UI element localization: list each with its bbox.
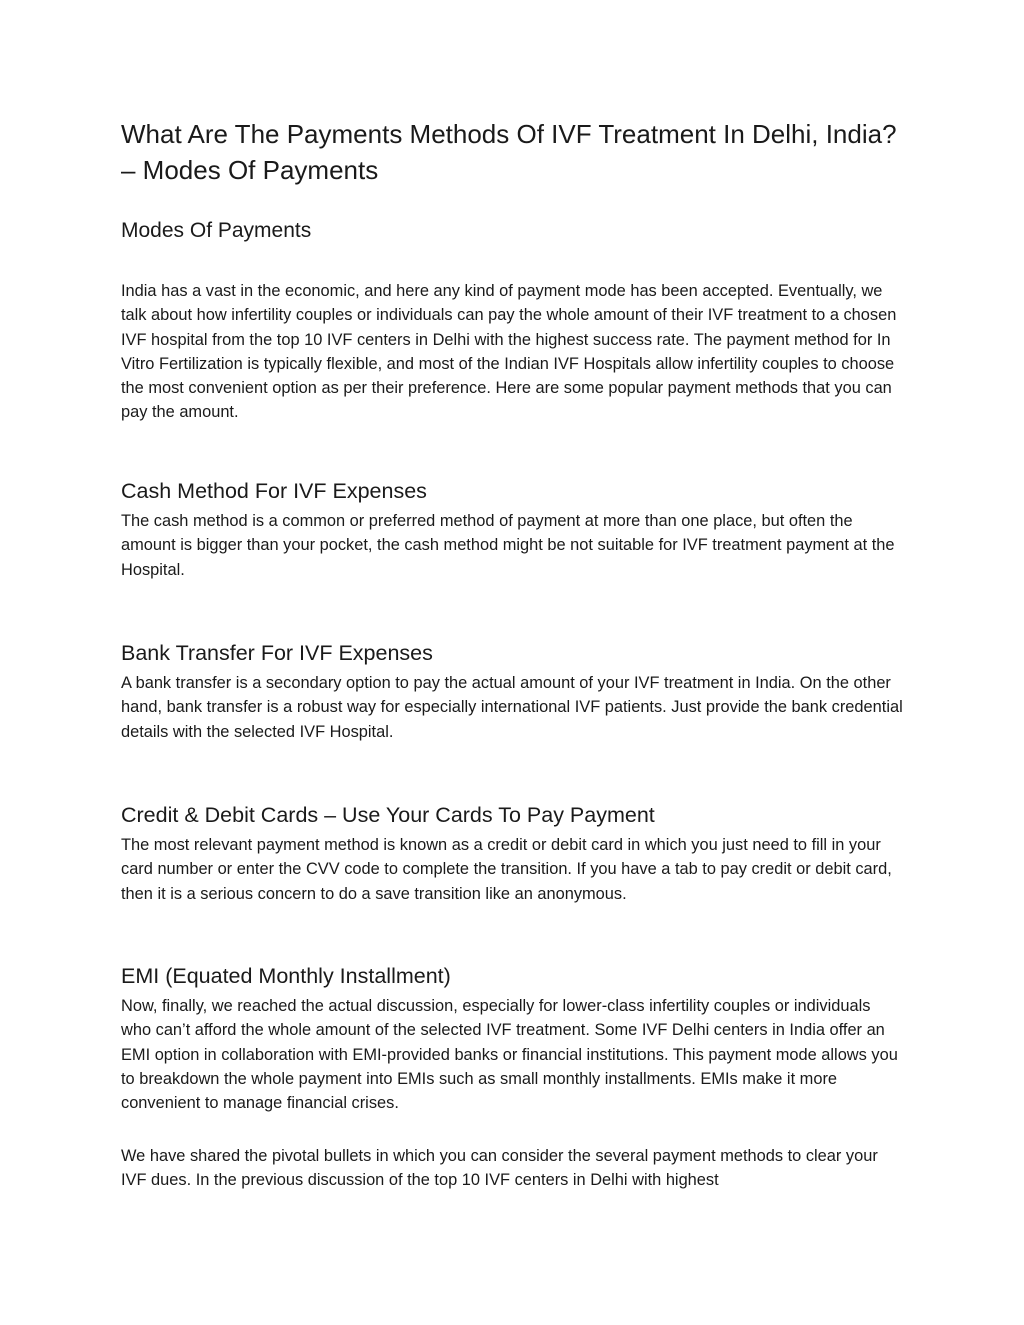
section-emi: [121, 962, 903, 1115]
section-body: Now, finally, we reached the actual discussion, especially for lower-class infertility couples or individuals who can’t afford the whole amount of the selected IVF treatment. Some IVF Delhi centers in India offer an EMI option in collaboration with EMI-provided banks or financial institutions. This payment mode allows you to breakdown the whole payment into EMIs such as small monthly installments. EMIs make it more convenient to manage financial crises.: [121, 997, 898, 1113]
intro-paragraph: India has a vast in the economic, and here any kind of payment mode has been accepted. Eventually, we talk about how infertility couples or individuals can pay the whole amount of their IVF treatment to a chosen IVF hospital from the top 10 IVF centers in Delhi with the highest success rate. The payment method for In Vitro Fertilization is typically flexible, and most of the Indian IVF Hospitals allow infertility couples to choose the most convenient option as per their preference. Here are some popular payment methods that you can pay the amount.: [121, 282, 897, 422]
section-heading: Cash Method For IVF Expenses: [121, 479, 427, 503]
section-bank-transfer: [121, 639, 903, 744]
intro-block: [121, 279, 903, 425]
closing-paragraph: We have shared the pivotal bullets in which you can consider the several payment methods to clear your IVF dues. In the previous discussion of the top 10 IVF centers in Delhi with highest: [121, 1147, 878, 1190]
section-cards: [121, 801, 903, 906]
section-subtitle: Modes Of Payments: [121, 219, 312, 242]
section-heading: Bank Transfer For IVF Expenses: [121, 641, 433, 665]
closing-block: [121, 1144, 903, 1193]
section-heading: Credit & Debit Cards – Use Your Cards To Pay Payment: [121, 803, 655, 827]
section-body: The cash method is a common or preferred method of payment at more than one place, but often the amount is bigger than your pocket, the cash method might be not suitable for IVF treatment payment at the Hospital.: [121, 512, 895, 579]
section-body: A bank transfer is a secondary option to pay the actual amount of your IVF treatment in India. On the other hand, bank transfer is a robust way for especially international IVF patients. Just provide the bank credential details with the selected IVF Hospital.: [121, 674, 903, 741]
section-cash: [121, 477, 903, 582]
section-body: The most relevant payment method is known as a credit or debit card in which you just need to fill in your card number or enter the CVV code to complete the transition. If you have a tab to pay credit or debit card, then it is a serious concern to do a save transition like an anonymous.: [121, 836, 892, 903]
section-heading: EMI (Equated Monthly Installment): [121, 964, 451, 988]
document-title: What Are The Payments Methods Of IVF Treatment In Delhi, India? – Modes Of Payments: [121, 119, 897, 185]
